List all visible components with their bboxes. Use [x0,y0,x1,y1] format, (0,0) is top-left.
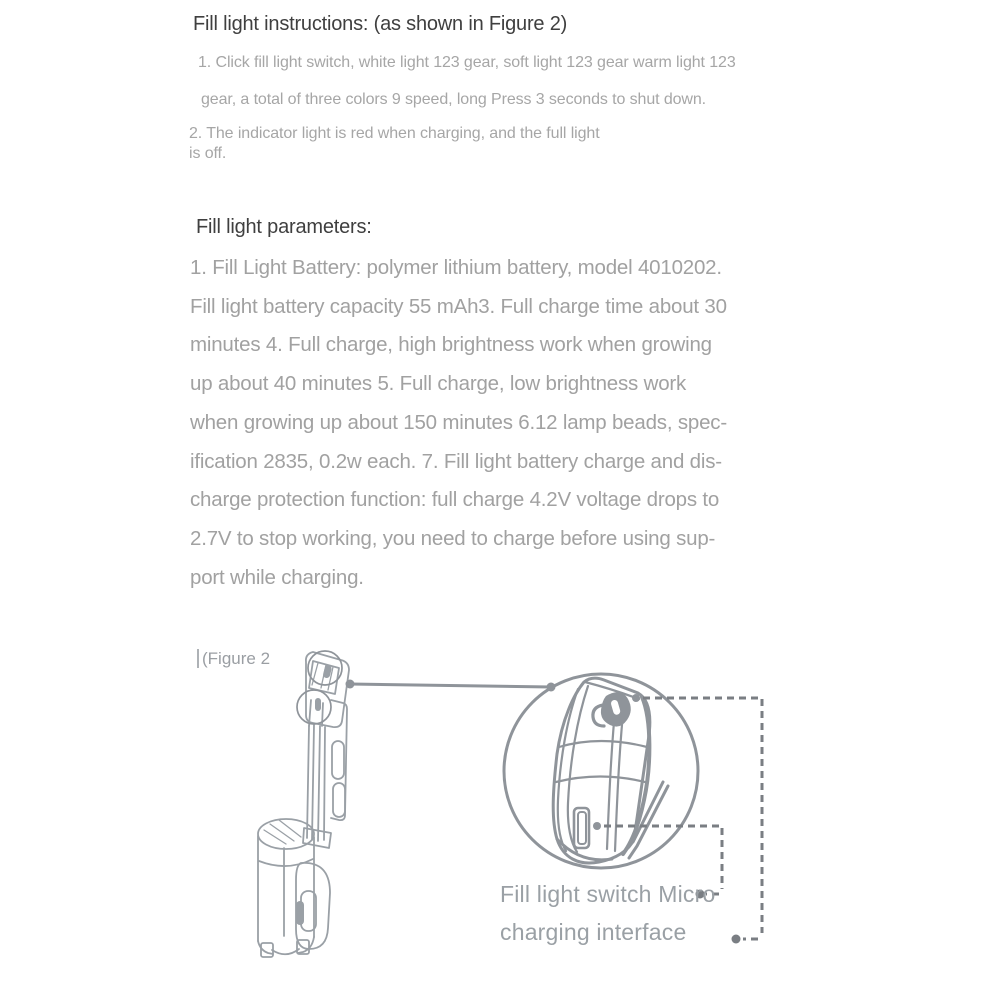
parameters-line: port while charging. [190,566,364,589]
instruction-item1-line2: gear, a total of three colors 9 speed, long Press 3 seconds to shut down. [201,91,707,108]
parameters-line: 2.7V to stop working, you need to charge before using sup- [190,527,716,550]
instructions-heading: Fill light instructions: (as shown in Figure 2) [193,13,568,35]
parameters-line: charge protection function: full charge 4.2V voltage drops to [190,488,720,511]
parameters-line: when growing up about 150 minutes 6.12 lamp beads, spec- [190,411,727,434]
parameters-heading: Fill light parameters: [196,216,372,238]
charging-port-icon [574,808,601,848]
parameters-line: 1. Fill Light Battery: polymer lithium battery, model 4010202. [190,256,722,279]
port-callout-circle [297,690,331,724]
parameters-line: Fill light battery capacity 55 mAh3. Full charge time about 30 [190,295,727,318]
parameters-line: ification 2835, 0.2w each. 7. Fill light battery charge and dis- [190,450,722,473]
instruction-item1-line1: 1. Click fill light switch, white light 123 gear, soft light 123 gear warm light 123 [198,54,736,71]
device-drawing [258,652,349,957]
callout-label-line2: charging interface [500,919,687,945]
magnifier-circle [504,674,698,868]
magnified-head-drawing [553,678,668,863]
instruction-item2-line2: is off. [189,145,227,162]
instruction-item2-line1: 2. The indicator light is red when charging, and the full light [189,125,600,142]
magnifier-connector-line [346,680,556,692]
port-callout-dashed-line [604,826,722,889]
callout-label-line1: Fill light switch Micro [500,881,716,907]
figure-label: (Figure 2 [197,649,270,668]
parameters-line: minutes 4. Full charge, high brightness work when growing [190,333,712,356]
fill-light-switch-icon [593,692,640,727]
parameters-line: up about 40 minutes 5. Full charge, low brightness work [190,372,687,395]
